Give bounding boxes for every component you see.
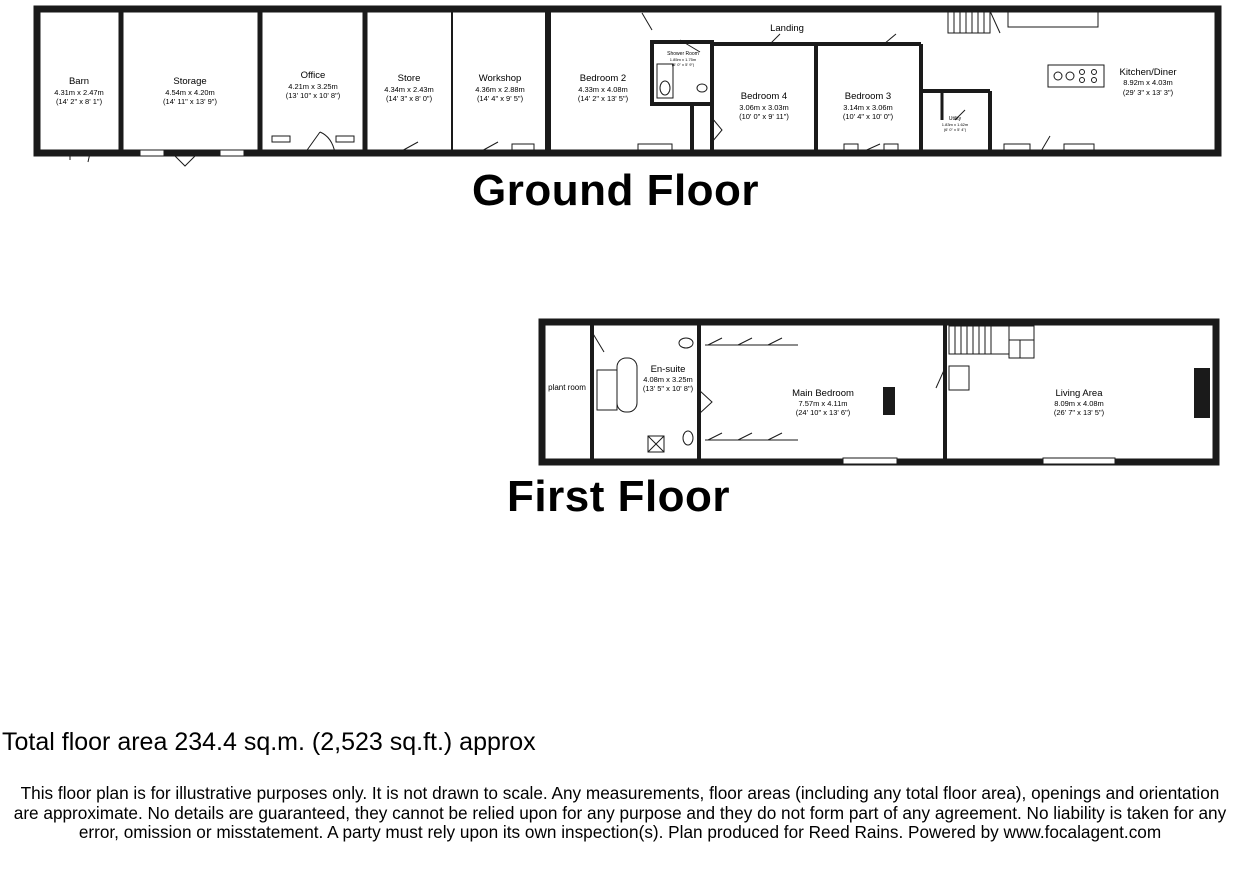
ground-outer-wall bbox=[37, 9, 1218, 153]
room-office-imperial: (13' 10" x 10' 8") bbox=[285, 91, 341, 100]
disclaimer-text: This floor plan is for illustrative purposes only. It is not drawn to scale. Any measurements, floor areas (including any total floor area), openings and orientation are approximate. No details are guaranteed, they cannot be relied upon for any purpose and they do not form part of any agreement. No liability is taken for any error, omission or misstatement. A party must rely upon its own inspection(s). Plan produced for Reed Rains. Powered by www.focalagent.com bbox=[13, 783, 1227, 842]
room-living-metric: 8.09m x 4.08m bbox=[1054, 399, 1104, 408]
room-shower-imperial: (6' 0" x 5' 9") bbox=[671, 62, 695, 67]
room-ensuite-metric: 4.08m x 3.25m bbox=[643, 375, 693, 384]
room-kitchen-imperial: (29' 3" x 13' 3") bbox=[1122, 88, 1174, 97]
room-workshop-imperial: (14' 4" x 9' 5") bbox=[476, 94, 524, 103]
chimney-breast bbox=[883, 387, 895, 415]
room-store-imperial: (14' 3" x 8' 0") bbox=[385, 94, 433, 103]
room-kitchen-metric: 8.92m x 4.03m bbox=[1123, 78, 1173, 87]
room-ensuite-name: En-suite bbox=[650, 364, 686, 375]
room-barn-imperial: (14' 2" x 8' 1") bbox=[55, 97, 103, 106]
room-bedroom2-imperial: (14' 2" x 13' 5") bbox=[577, 94, 629, 103]
room-ensuite-imperial: (13' 5" x 10' 8") bbox=[642, 384, 694, 393]
room-bedroom3-imperial: (10' 4" x 10' 0") bbox=[842, 112, 894, 121]
room-bedroom2-name: Bedroom 2 bbox=[579, 73, 627, 84]
room-office-metric: 4.21m x 3.25m bbox=[288, 82, 338, 91]
room-store-metric: 4.34m x 2.43m bbox=[384, 85, 434, 94]
room-living-imperial: (26' 7" x 13' 5") bbox=[1053, 408, 1105, 417]
room-storage-name: Storage bbox=[173, 76, 207, 87]
room-bedroom2-metric: 4.33m x 4.08m bbox=[578, 85, 628, 94]
first-stairs bbox=[949, 326, 1034, 390]
ground-floor-title: Ground Floor bbox=[472, 166, 760, 215]
room-shower-metric: 1.85m x 1.75m bbox=[669, 57, 697, 62]
room-mainbed-metric: 7.57m x 4.11m bbox=[798, 399, 848, 408]
room-bedroom3-metric: 3.14m x 3.06m bbox=[843, 103, 893, 112]
ensuite-fixtures bbox=[597, 338, 693, 452]
ground-stairs bbox=[948, 11, 1000, 33]
room-workshop-metric: 4.36m x 2.88m bbox=[475, 85, 525, 94]
room-storage-imperial: (14' 11" x 13' 9") bbox=[163, 97, 217, 106]
room-storage-metric: 4.54m x 4.20m bbox=[165, 88, 215, 97]
room-living-name: Living Area bbox=[1055, 388, 1103, 399]
main-bedroom-wardrobes bbox=[705, 338, 798, 440]
shower-fixtures bbox=[657, 64, 707, 98]
room-store-name: Store bbox=[397, 73, 421, 84]
kitchen-hob bbox=[1048, 65, 1104, 87]
room-utility-imperial: (6' 0" x 5' 4") bbox=[943, 127, 967, 132]
room-barn-metric: 4.31m x 2.47m bbox=[54, 88, 104, 97]
room-mainbed-imperial: (24' 10" x 13' 6") bbox=[795, 408, 851, 417]
room-barn-name: Barn bbox=[68, 76, 90, 87]
ground-room-labels bbox=[54, 23, 1176, 132]
room-workshop-name: Workshop bbox=[478, 73, 522, 84]
kitchen-counter bbox=[1008, 11, 1098, 27]
living-fireplace bbox=[1194, 368, 1210, 418]
ground-doors bbox=[70, 13, 1050, 166]
room-bedroom3-name: Bedroom 3 bbox=[844, 91, 892, 102]
total-floor-area: Total floor area 234.4 sq.m. (2,523 sq.ft.) approx bbox=[2, 728, 536, 756]
room-utility-name: Utility bbox=[948, 116, 962, 122]
landing-label: Landing bbox=[770, 23, 804, 34]
room-mainbed-name: Main Bedroom bbox=[792, 388, 854, 399]
room-kitchen-name: Kitchen/Diner bbox=[1119, 67, 1177, 78]
room-bedroom4-imperial: (10' 0" x 9' 11") bbox=[739, 112, 789, 121]
room-utility-metric: 1.83m x 1.62m bbox=[941, 122, 969, 127]
first-floor-plan bbox=[542, 322, 1216, 464]
room-bedroom4-metric: 3.06m x 3.03m bbox=[739, 103, 789, 112]
first-room-labels bbox=[548, 364, 1105, 417]
room-office-name: Office bbox=[300, 70, 326, 81]
room-plant-name: plant room bbox=[548, 383, 586, 392]
room-shower-name: Shower Room bbox=[667, 51, 699, 57]
first-floor-title: First Floor bbox=[507, 472, 731, 521]
room-bedroom4-name: Bedroom 4 bbox=[740, 91, 788, 102]
